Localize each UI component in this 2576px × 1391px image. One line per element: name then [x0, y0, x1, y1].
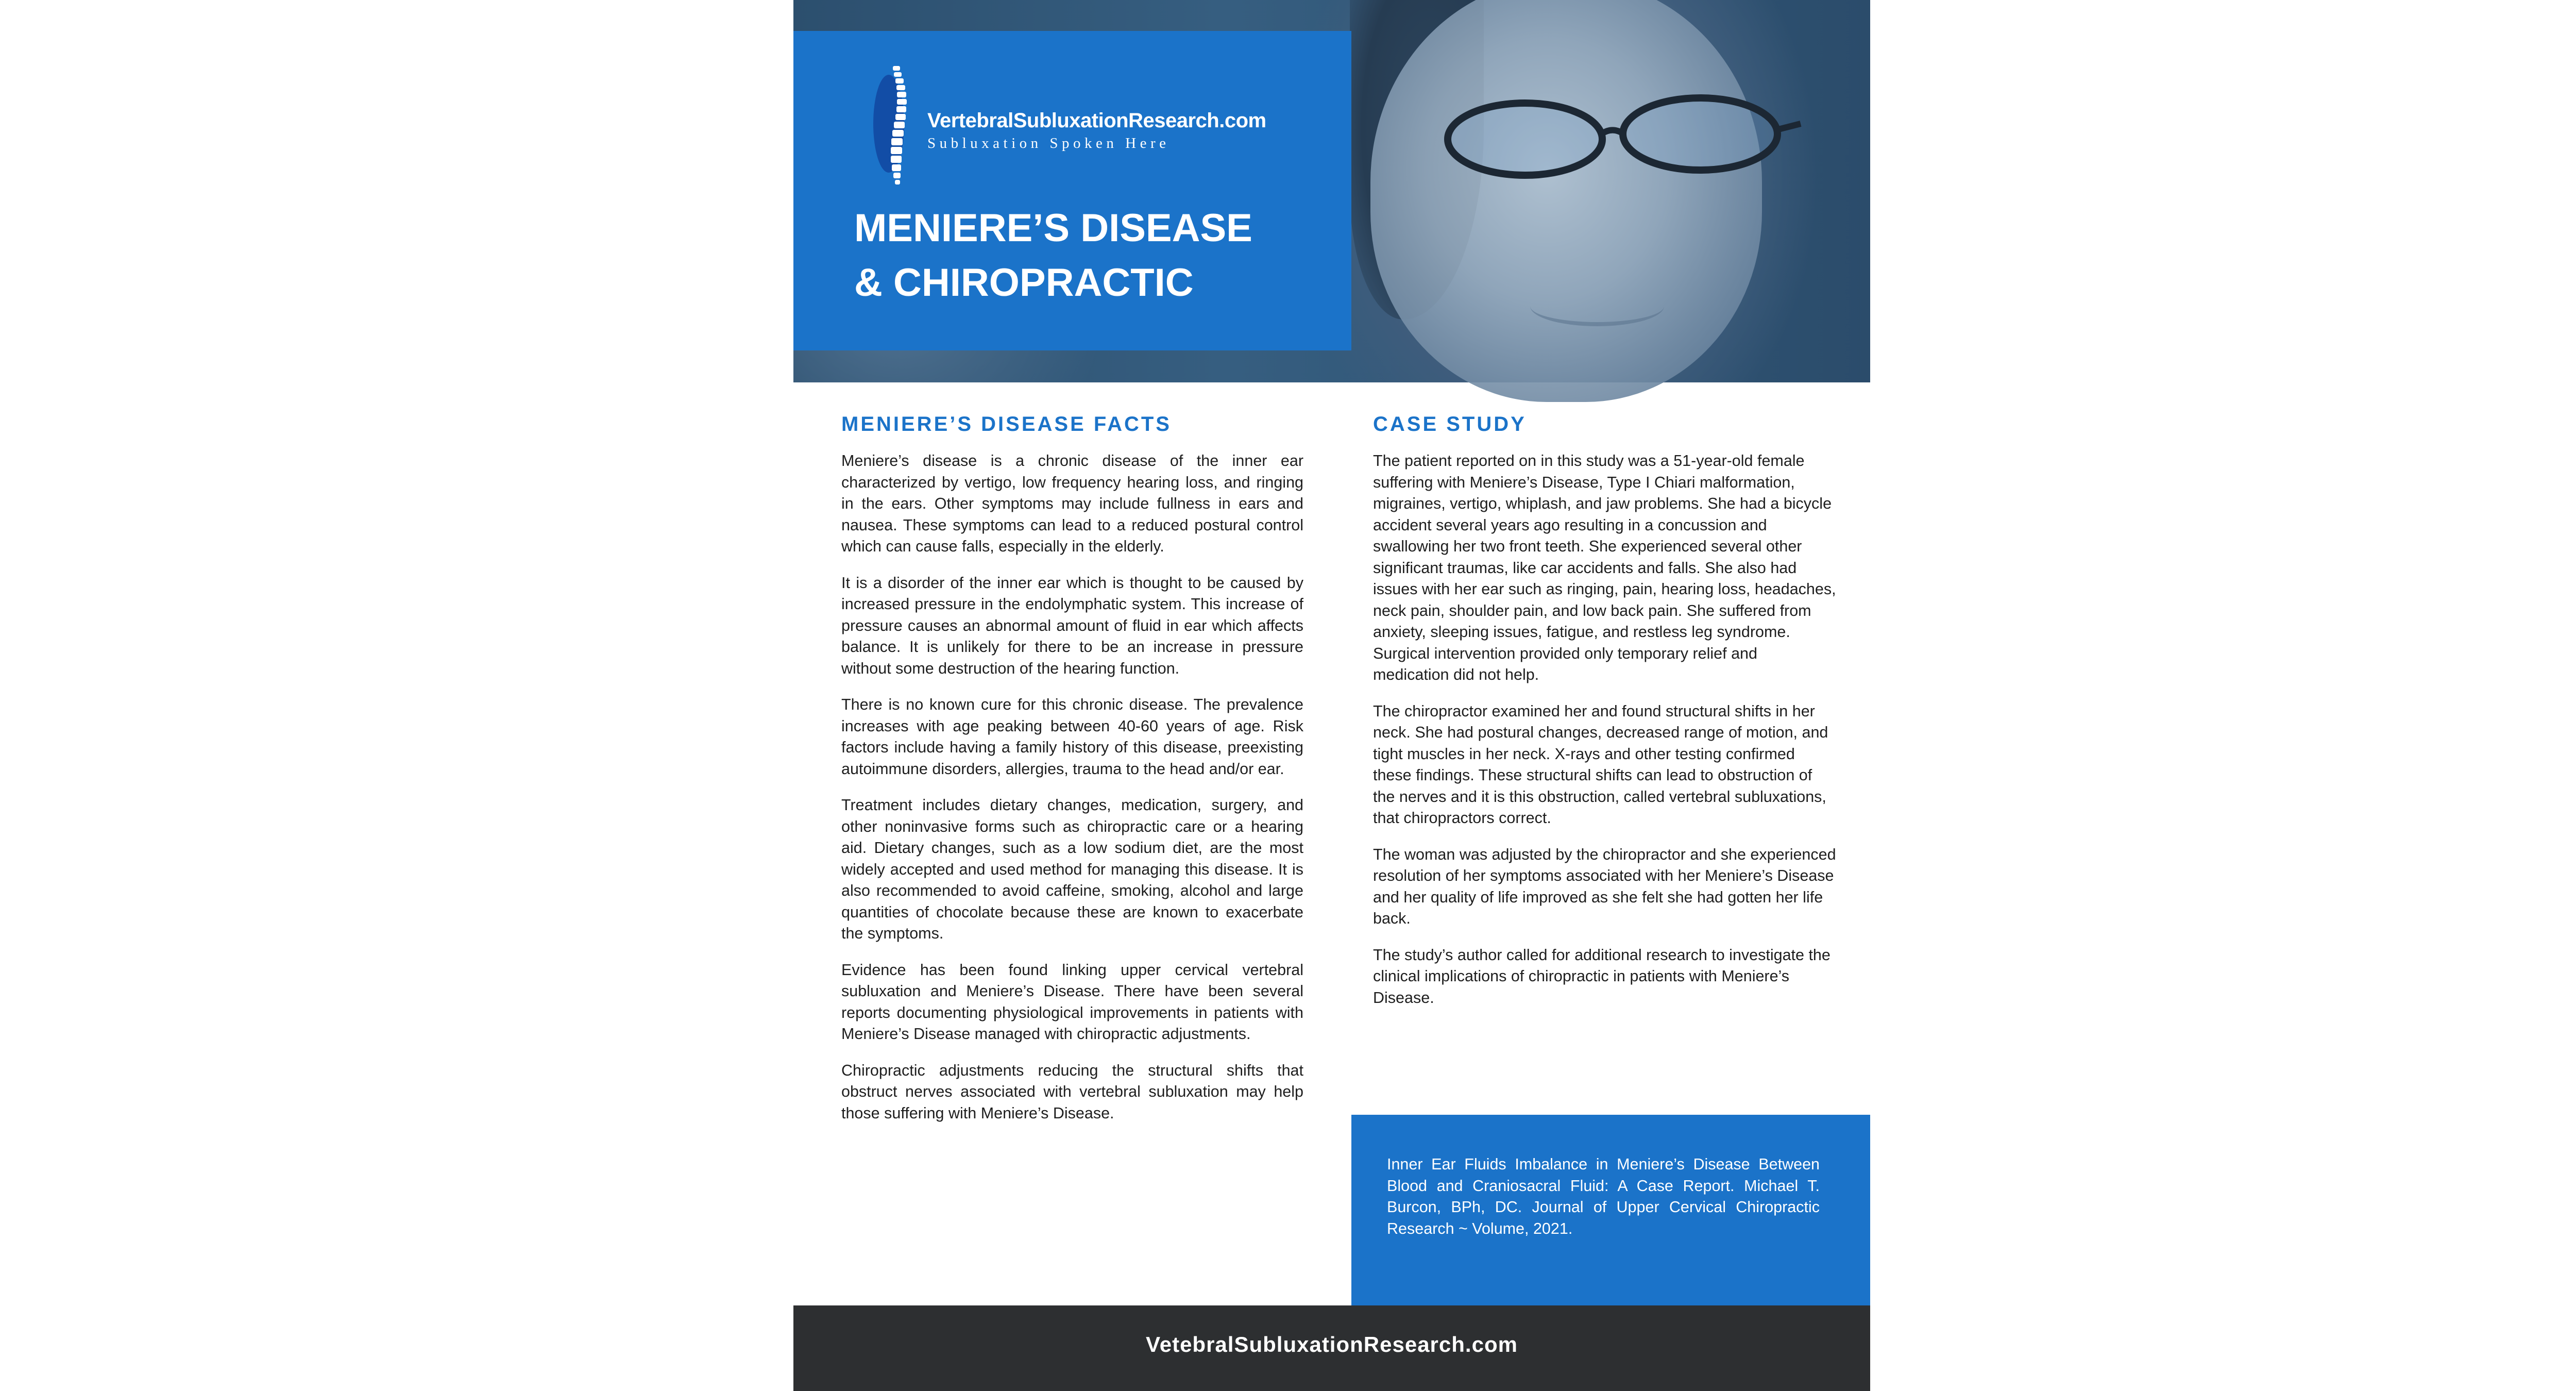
- facts-paragraph: Meniere’s disease is a chronic disease of the inner ear characterized by vertigo, low frequency hearing loss, and ringing in the ears. Other symptoms may include fullness in ears and nausea. These symptoms can lead to a reduced postural control which can cause falls, especially in the elderly.: [841, 452, 1303, 555]
- title-box: [793, 31, 1351, 350]
- case-study-column: [1373, 411, 1837, 1024]
- case-study-paragraph: The chiropractor examined her and found structural shifts in her neck. She had postural changes, decreased range of motion, and tight muscles in her neck. X-rays and other testing confirmed these findings. These structural shifts can lead to obstruction of the nerves and it is this obstruction, called vertebral subluxations, that chiropractors correct.: [1373, 702, 1828, 827]
- page-title: [854, 201, 1252, 310]
- case-study-paragraph: The patient reported on in this study was a 51-year-old female suffering with Meniere’s Disease, Type I Chiari malformation, migraines, vertigo, whiplash, and jaw problems. She had a bicycle accident several years ago resulting in a concussion and swallowing her two front teeth. She experienced several other significant traumas, like car accidents and falls. She also had issues with her ear such as ringing, pain, hearing loss, headaches, neck pain, shoulder pain, and low back pain. She suffered from anxiety, sleeping issues, fatigue, and restless leg syndrome. Surgical intervention provided only temporary relief and medication did not help.: [1373, 452, 1836, 683]
- case-study-heading: CASE STUDY: [1373, 413, 1527, 435]
- spine-icon: [868, 62, 925, 191]
- facts-paragraph: Treatment includes dietary changes, medication, surgery, and other noninvasive forms such as chiropractic care or a hearing aid. Dietary changes, such as a low sodium diet, are the most widely accepted and used method for managing this disease. It is also recommended to avoid caffeine, smoking, alcohol and large quantities of chocolate because these are known to exacerbate the symptoms.: [841, 796, 1303, 942]
- logo-tagline: Subluxation Spoken Here: [927, 135, 1170, 152]
- case-study-paragraph: The study’s author called for additional research to investigate the clinical implications of chiropractic in patients with Meniere’s Disease.: [1373, 946, 1831, 1007]
- facts-heading: MENIERE’S DISEASE FACTS: [841, 413, 1172, 435]
- facts-paragraph: Chiropractic adjustments reducing the structural shifts that obstruct nerves associated with vertebral subluxation may help those suffering with Meniere’s Disease.: [841, 1061, 1303, 1122]
- reference-citation: Inner Ear Fluids Imbalance in Meniere’s Disease Between Blood and Craniosacral Fluid: A Case Report. Michael T. Burcon, BPh, DC. Journal of Upper Cervical Chiropractic Research ~ Volume, 2021.: [1387, 1155, 1820, 1237]
- facts-column: [841, 411, 1303, 1139]
- hero-banner: [793, 0, 1870, 382]
- glasses-icon: [1432, 82, 1803, 186]
- footer-url[interactable]: VetebralSubluxationResearch.com: [1146, 1332, 1518, 1356]
- site-logo: [868, 62, 1266, 191]
- footer-bar: [793, 1305, 1870, 1391]
- facts-paragraph: Evidence has been found linking upper cervical vertebral subluxation and Meniere’s Disease. There have been several reports documenting physiological improvements in patients with Meniere’s Disease managed with chiropractic adjustments.: [841, 961, 1303, 1043]
- title-line-1: MENIERE’S DISEASE: [854, 206, 1252, 250]
- facts-paragraph: It is a disorder of the inner ear which is thought to be caused by increased pressure in the endolymphatic system. This increase of pressure causes an abnormal amount of fluid in ear which affects balance. It is unlikely for there to be an increase in pressure without some destruction of the hearing function.: [841, 574, 1303, 677]
- case-study-paragraph: The woman was adjusted by the chiropractor and she experienced resolution of her symptoms associated with her Meniere’s Disease and her quality of life improved as she felt she had gotten her life back.: [1373, 845, 1836, 927]
- reference-box: [1351, 1115, 1870, 1305]
- hero-photo-smile: [1530, 286, 1664, 326]
- facts-paragraph: There is no known cure for this chronic disease. The prevalence increases with age peaking between 40-60 years of age. Risk factors include having a family history of this disease, preexisting autoimmune disorders, allergies, trauma to the head and/or ear.: [841, 696, 1303, 778]
- hero-photo-face: [1370, 0, 1762, 402]
- title-line-2: & CHIROPRACTIC: [854, 261, 1194, 305]
- logo-name: VertebralSubluxationResearch.com: [927, 109, 1266, 132]
- flyer-page: [793, 0, 1870, 1391]
